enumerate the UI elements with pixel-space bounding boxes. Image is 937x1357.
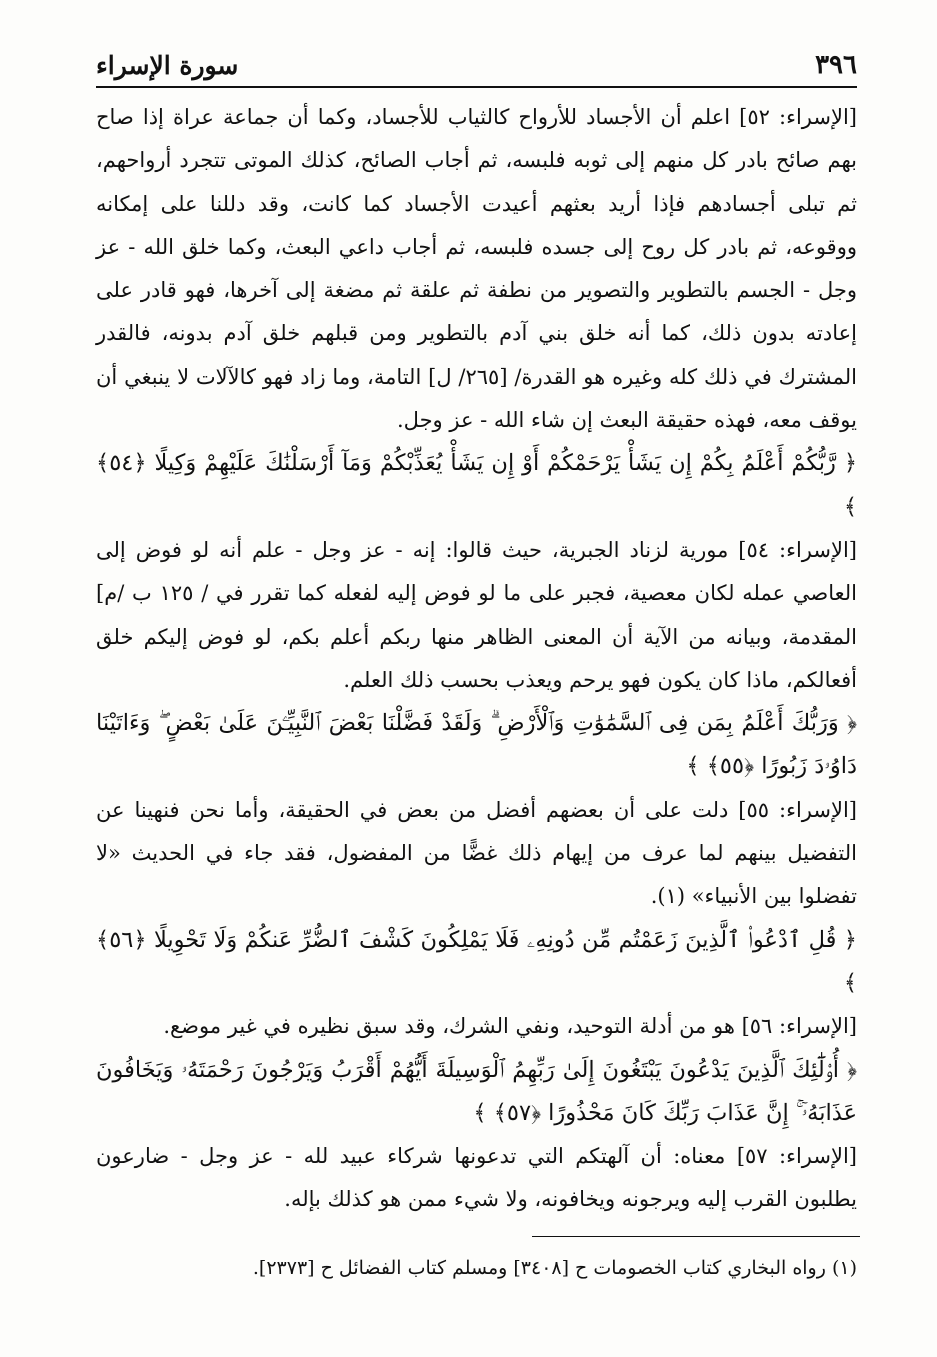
quran-verse-54: ﴿ رَّبُّكُمْ أَعْلَمُ بِكُمْ إِن يَشَأْ يَرْحَمْكُمْ أَوْ إِن يَشَأْ يُعَذِّبْكُمْ وَمَآ أَرْسَلْنَٰكَ عَلَيْهِمْ وَكِيلًا ﴿٥٤﴾ ﴾ — [96, 450, 857, 520]
page-number: ٣٩٦ — [815, 50, 857, 80]
page-body — [96, 96, 857, 1222]
commentary-paragraph-56: [الإسراء: ٥٦] هو من أدلة التوحيد، ونفي الشرك، وقد سبق نظيره في غير موضع. — [163, 1014, 857, 1039]
commentary-paragraph-54: [الإسراء: ٥٤] مورية لزناد الجبرية، حيث قالوا: إنه - عز وجل - علم أنه لو فوض إلى العاصي عمله لكان معصية، فجبر على ما لو فوض إليه لفعله كما تقرر في / ١٢٥ ب /م] المقدمة، وبيانه من الآية أن المعنى الظاهر منها ربكم أعلم بكم، لو فوض إليكم خلق أفعالكم، ماذا كان يكون فهو يرحم ويعذب بحسب ذلك العلم. — [96, 537, 858, 692]
footnote-divider — [532, 1236, 860, 1237]
commentary-paragraph-55: [الإسراء: ٥٥] دلت على أن بعضهم أفضل من بعض في الحقيقة، وأما نحن فنهينا عن التفضيل بينهم لما عرف من إيهام ذلك غضًّا من المفضول، فقد جاء في الحديث «لا تفضلوا بين الأنبياء» (١). — [96, 797, 857, 909]
quran-verse-57: ﴿ أُو۟لَٰٓئِكَ ٱلَّذِينَ يَدْعُونَ يَبْتَغُونَ إِلَىٰ رَبِّهِمُ ٱلْوَسِيلَةَ أَيُّهُمْ أَقْرَبُ وَيَرْجُونَ رَحْمَتَهُۥ وَيَخَافُونَ عَذَابَهُۥٓ ۚ إِنَّ عَذَابَ رَبِّكَ كَانَ مَحْذُورًا ﴿٥٧﴾ ﴾ — [96, 1056, 857, 1126]
quran-verse-55: ﴿ وَرَبُّكَ أَعْلَمُ بِمَن فِى ٱلسَّمَٰوَٰتِ وَٱلْأَرْضِ ۗ وَلَقَدْ فَضَّلْنَا بَعْضَ ٱلنَّبِيِّـۧنَ عَلَىٰ بَعْضٍ ۖ وَءَاتَيْنَا دَاوُۥدَ زَبُورًا ﴿٥٥﴾ ﴾ — [96, 710, 857, 780]
quran-verse-56: ﴿ قُلِ ٱدْعُوا۟ ٱلَّذِينَ زَعَمْتُم مِّن دُونِهِۦ فَلَا يَمْلِكُونَ كَشْفَ ٱلضُّرِّ عَنكُمْ وَلَا تَحْوِيلًا ﴿٥٦﴾ ﴾ — [96, 926, 857, 996]
commentary-paragraph-57: [الإسراء: ٥٧] معناه: أن آلهتكم التي تدعونها شركاء عبيد لله - عز وجل - ضارعون يطلبون القرب إليه ويرجونه ويخافونه، ولا شيء ممن هو كذلك بإله. — [96, 1144, 857, 1212]
commentary-paragraph-52: [الإسراء: ٥٢] اعلم أن الأجساد للأرواح كالثياب للأجساد، وكما أن جماعة عراة إذا صاح بهم صائح بادر كل منهم إلى ثوبه فلبسه، ثم أجاب الصائح، كذلك الموتى تتجرد أرواحهم، ثم تبلى أجسادهم فإذا أريد بعثهم أعيدت الأجساد كما كانت، وقد دللنا على إمكانه ووقوعه، ثم بادر كل روح إلى جسده فلبسه، ثم أجاب داعي البعث، وكما خلق الله - عز وجل - الجسم بالتطوير والتصوير من نطفة ثم علقة ثم مضغة إلى آخرها، فهو قادر على إعادته بدون ذلك، كما أنه خلق بني آدم بالتطوير ومن قبلهم خلق آدم بدونه، فالقدر المشترك في ذلك كله وغيره هو القدرة/ [٢٦٥/ ل] التامة، وما زاد فهو كالآلات لا ينبغي أن يوقف معه، فهذه حقيقة البعث إن شاء الله - عز وجل. — [96, 105, 857, 433]
footnote: (١) رواه البخاري كتاب الخصومات ح [٣٤٠٨] ومسلم كتاب الفضائل ح [٢٣٧٣]. — [252, 1257, 857, 1279]
surah-title: سورة الإسراء — [96, 51, 239, 80]
page-header — [96, 34, 857, 88]
